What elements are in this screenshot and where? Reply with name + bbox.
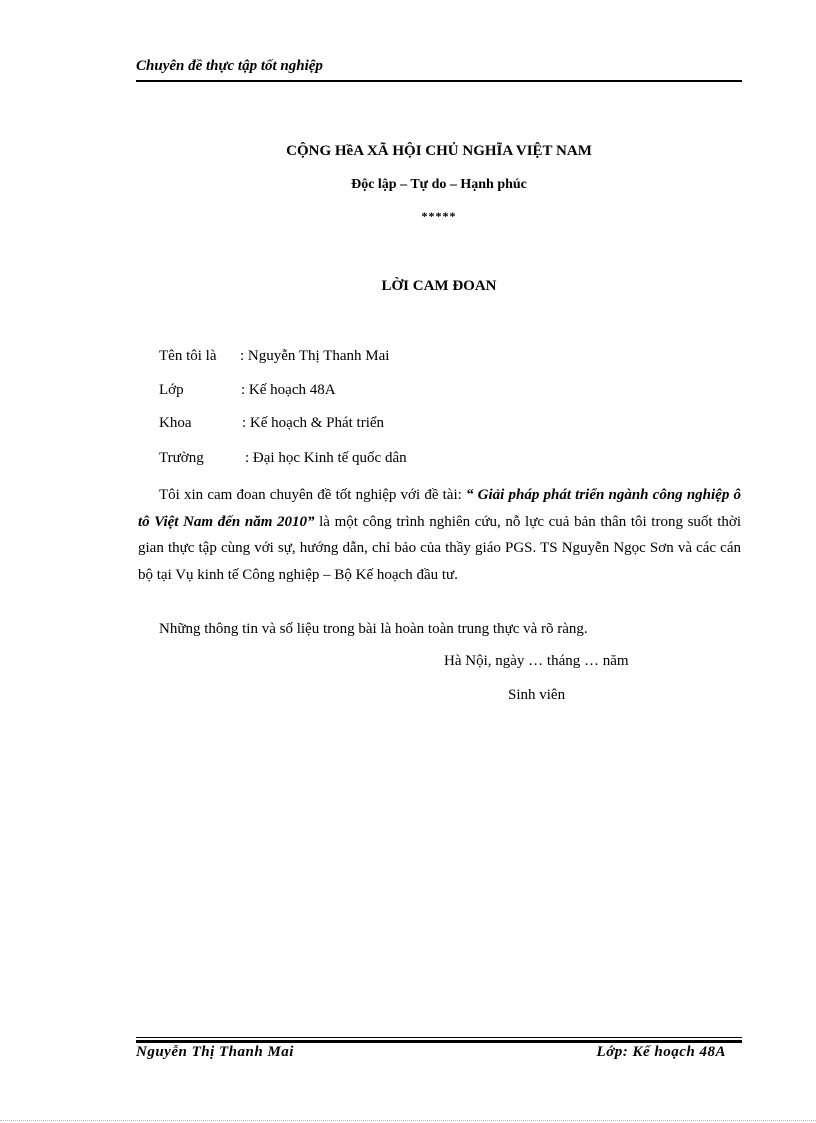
info-value: : Kế hoạch 48A [241, 382, 336, 398]
info-value: : Đại học Kinh tế quốc dân [245, 450, 407, 466]
motto: Độc lập – Tự do – Hạnh phúc [351, 177, 527, 192]
footer-class: Lớp: Kế hoạch 48A [596, 1044, 726, 1060]
info-label: Trường [159, 450, 204, 466]
info-label: Khoa [159, 415, 192, 431]
document-title: LỜI CAM ĐOAN [381, 278, 497, 294]
info-value: : Nguyễn Thị Thanh Mai [240, 348, 390, 364]
declaration-intro: Tôi xin cam đoan chuyên đề tốt nghiệp với đề tài: [159, 487, 462, 503]
info-value: : Kế hoạch & Phát triển [242, 415, 385, 431]
national-title: CỘNG HềA XÃ HỘI CHỦ NGHĨA VIỆT NAM [286, 143, 592, 159]
page-header: Chuyên đề thực tập tốt nghiệp [136, 58, 323, 74]
declaration-rest: là một công trình nghiên cứu, nỗ lực cuả bản thân tôi trong suốt thời gian thực tập cùng với sự, hướng dẫn, chỉ bảo của thầy giáo PGS. TS Nguyễn Ngọc Sơn và các cán bộ tại Vụ kinh tế Công nghiệp – Bộ Kế hoạch đầu tư. [138, 513, 741, 583]
footer-divider-thin [136, 1037, 742, 1038]
stars-separator: ***** [421, 209, 457, 223]
info-label: Tên tôi là [159, 348, 217, 364]
honesty-statement: Những thông tin và số liệu trong bài là hoàn toàn trung thực và rõ ràng. [159, 621, 588, 637]
header-divider [136, 80, 742, 82]
footer-author: Nguyễn Thị Thanh Mai [136, 1044, 294, 1060]
declaration-paragraph [138, 482, 741, 588]
signer-role: Sinh viên [508, 687, 566, 703]
page-bottom-border [0, 1120, 816, 1121]
footer-divider-thick [136, 1040, 742, 1043]
thesis-topic: “ Giải pháp phát triển ngành công nghiệp ô tô Việt Nam đến năm 2010” [138, 487, 742, 530]
date-line: Hà Nội, ngày … tháng … năm [444, 653, 629, 669]
info-label: Lớp [159, 382, 184, 398]
